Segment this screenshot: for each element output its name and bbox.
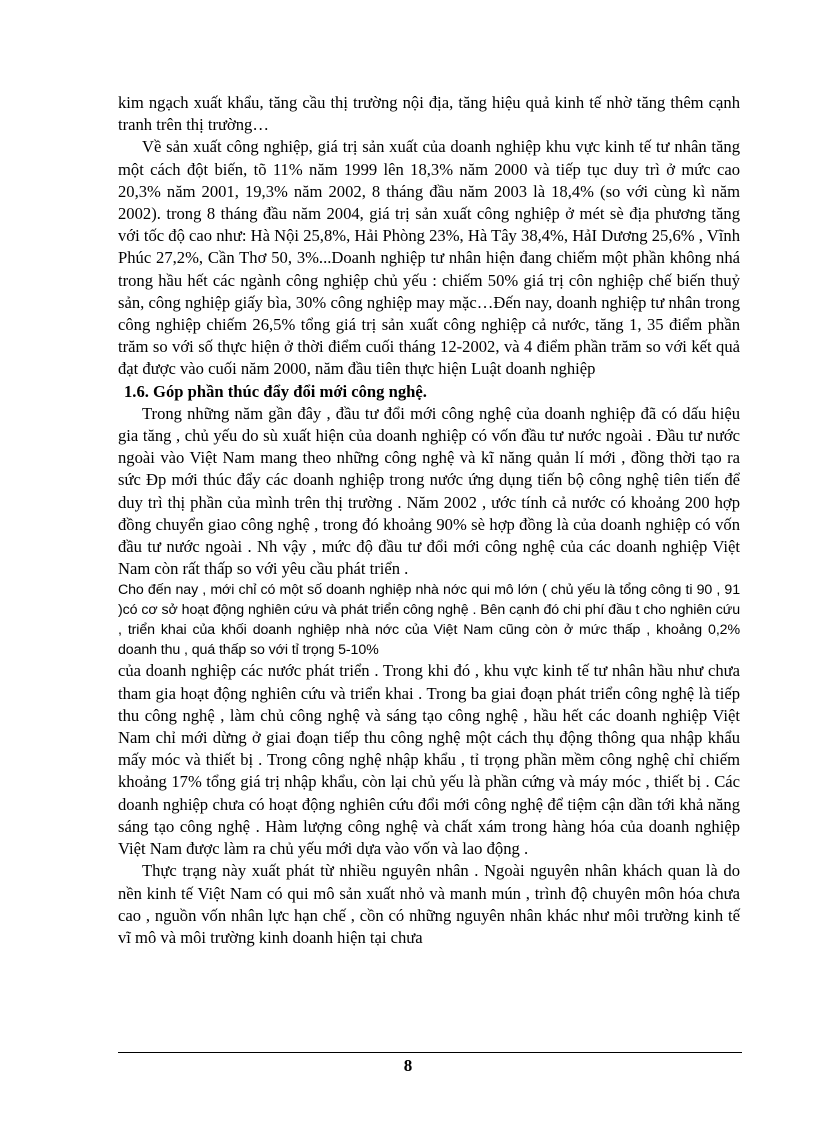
paragraph-rnd-state-enterprises: Cho đến nay , mới chỉ có một số doanh nghiệp nhà nớc qui mô lớn ( chủ yếu là tổng công ti 90 , 91 )có cơ sở hoạt động nghiên cứu và phát triển công nghệ . Bên cạnh đó chi phí đầu t cho nghiên cứu , triển khai của khối doanh nghiệp nhà nớc của Việt Nam cũng còn ở mức thấp , khoảng 0,2% doanh thu , quá thấp so với tỉ trọng 5-10%	[118, 582, 740, 659]
paragraph-developed-countries: của doanh nghiệp các nước phát triển . Trong khi đó , khu vực kinh tế tư nhân hầu như chưa tham gia hoạt động nghiên cứu và triển khai . Trong ba giai đoạn phát triển công nghệ là tiếp thu công nghệ , làm chủ công nghệ và sáng tạo công nghệ , hầu hết các doanh nghiệp Việt Nam chỉ mới dừng ở giai đoạn tiếp thu công nghệ một cách thụ động thông qua nhập khẩu mấy móc và thiết bị . Trong công nghệ nhập khẩu , tỉ trọng phần mềm công nghệ chỉ chiếm khoảng 17% tổng giá trị nhập khẩu, còn lại chủ yếu là phần cứng và máy móc , thiết bị . Các doanh nghiệp chưa có hoạt động nghiên cứu đổi mới công nghệ để tiệm cận dần tới khả năng sáng tạo công nghệ . Hàm lượng công nghệ và chất xám trong hàng hóa của doanh nghiệp Việt Nam được làm ra chủ yếu mới dựa vào vốn và lao động .	[118, 661, 740, 859]
body-text	[118, 92, 740, 949]
paragraph-causes: Thực trạng này xuất phát từ nhiều nguyên nhân . Ngoài nguyên nhân khách quan là do nền kinh tế Việt Nam có qui mô sản xuất nhỏ và manh mún , trình độ chuyên môn hóa chưa cao , nguồn vốn nhân lực hạn chế , cồn có những nguyên nhân khác như môi trường kinh tế vĩ mô và môi trường kinh doanh hiện tại chưa	[118, 861, 740, 947]
paragraph-continuation: kim ngạch xuất khẩu, tăng cầu thị trường nội địa, tăng hiệu quả kinh tế nhờ tăng thêm cạnh tranh trên thị trường…	[118, 93, 740, 135]
footer-rule	[118, 1052, 742, 1053]
paragraph-industrial-production: Về sản xuất công nghiệp, giá trị sản xuất của doanh nghiệp khu vực kinh tế tư nhân tăng một cách đột biến, tõ 11% năm 1999 lên 18,3% năm 2000 và tiếp tục duy trì ở mức cao 20,3% năm 2001, 19,3% năm 2002, 8 tháng đầu năm 2003 là 18,4% (so với cùng kì năm 2002). trong 8 tháng đầu năm 2004, giá trị sản xuất công nghiệp ở mét sè địa phương tăng với tốc độ cao như: Hà Nội 25,8%, Hải Phòng 23%, Hà Tây 38,4%, HảI Dương 25,6% , Vĩnh Phúc 27,2%, Cần Thơ 50, 3%...Doanh nghiệp tư nhân hiện đang chiếm một phần không nhá trong hầu hết các ngành công nghiệp chủ yếu : chiếm 50% giá trị côn nghiệp chế biến thuỷ sản, công nghiệp giấy bìa, 30% công nghiệp may mặc…Đến nay, doanh nghiệp tư nhân trong công nghiệp chiếm 26,5% tổng giá trị sản xuất công nghiệp cả nước, tăng 1, 35 điểm phần trăm so với số thực hiện ở thời điểm cuối tháng 12-2002, và 4 điểm phần trăm so với kết quả đạt được vào cuối năm 2000, năm đầu tiên thực hiện Luật doanh nghiệp	[118, 137, 740, 379]
paragraph-technology-investment: Trong những năm gần đây , đầu tư đổi mới công nghệ của doanh nghiệp đã có dấu hiệu gia tăng , chủ yếu do sù xuất hiện của doanh nghiệp có vốn đầu tư nước ngoài . Đầu tư nước ngoài vào Việt Nam mang theo những công nghệ và kĩ năng quản lí mới , đồng thời tạo ra sức Ðp mới thúc đẩy các doanh nghiệp trong nước ứng dụng tiến bộ công nghệ tiên tiến để duy trì thị phần của mình trên thị trường . Năm 2002 , ước tính cả nước có khoảng 200 hợp đồng chuyển giao công nghệ , trong đó khoảng 90% sè hợp đồng là của doanh nghiệp có vốn đầu tư nước ngoài . Nh vậy , mức độ đầu tư đổi mới công nghệ của các doanh nghiệp Việt Nam còn rất thấp so với yêu cầu phát triển .	[118, 403, 740, 579]
section-heading: 1.6. Góp phần thúc đẩy đổi mới công nghệ.	[124, 381, 427, 401]
page-number: 8	[403, 1056, 413, 1075]
